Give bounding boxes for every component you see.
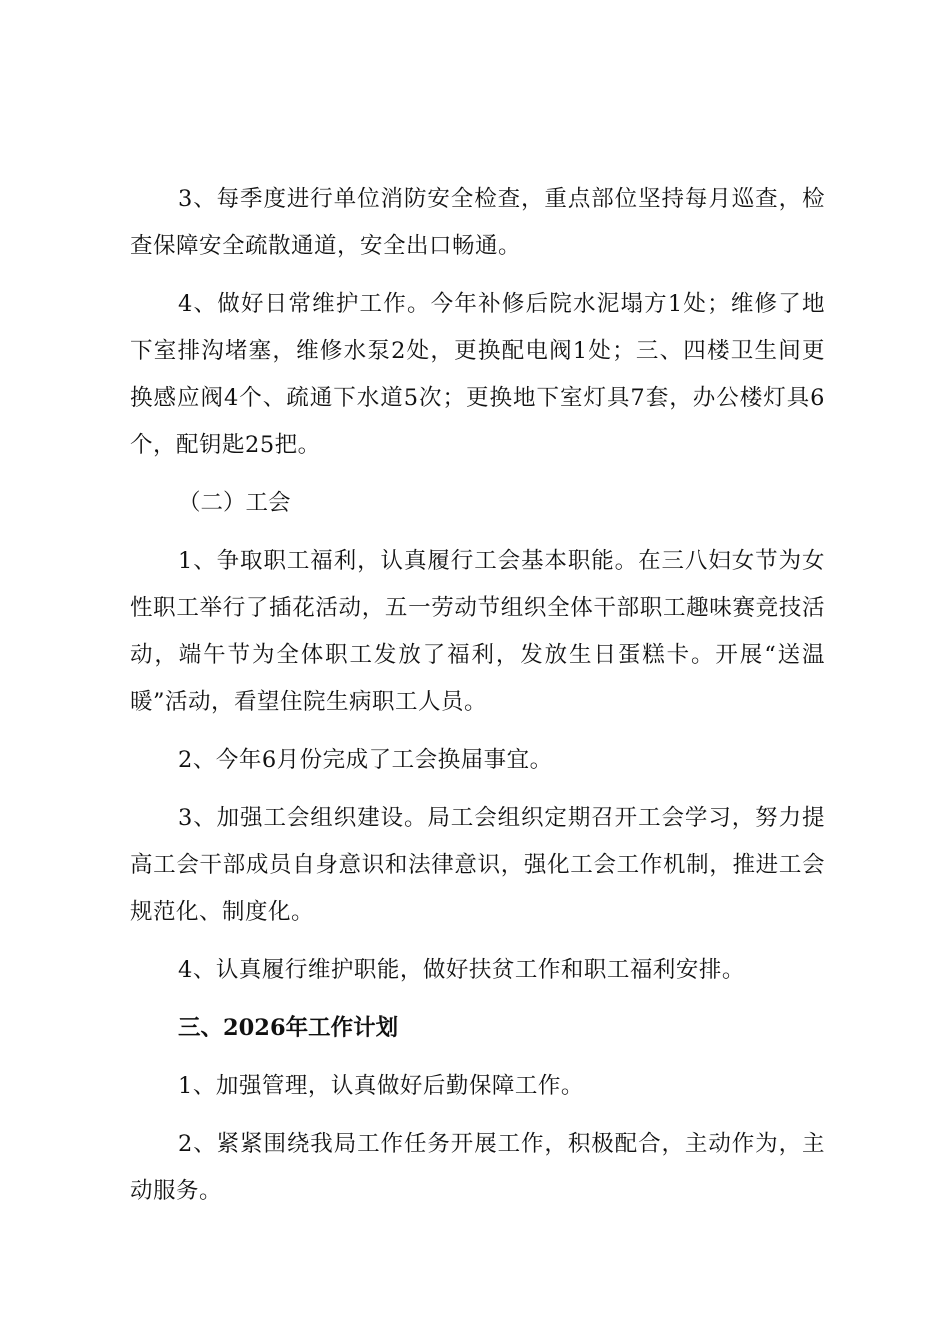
paragraph-maintenance: 4、做好日常维护工作。今年补修后院水泥塌方1处；维修了地下室排沟堵塞，维修水泵2处，更换配电阀1处；三、四楼卫生间更换感应阀4个、疏通下水道5次；更换地下室灯具7套，办公楼灯具6个，配钥匙25把。 bbox=[130, 291, 825, 458]
document-page bbox=[130, 176, 825, 1215]
paragraph-plan-service: 2、紧紧围绕我局工作任务开展工作，积极配合，主动作为，主动服务。 bbox=[130, 1131, 825, 1204]
section-heading-plan: 三、2026年工作计划 bbox=[178, 1015, 399, 1041]
paragraph-union-election: 2、今年6月份完成了工会换届事宜。 bbox=[178, 747, 553, 773]
paragraph-union-building: 3、加强工会组织建设。局工会组织定期召开工会学习，努力提高工会干部成员自身意识和法律意识，强化工会工作机制，推进工会规范化、制度化。 bbox=[130, 805, 825, 925]
paragraph-maintenance-duty: 4、认真履行维护职能，做好扶贫工作和职工福利安排。 bbox=[178, 957, 745, 983]
paragraph-fire-safety: 3、每季度进行单位消防安全检查，重点部位坚持每月巡查，检查保障安全疏散通道，安全出口畅通。 bbox=[130, 186, 825, 259]
paragraph-plan-management: 1、加强管理，认真做好后勤保障工作。 bbox=[178, 1073, 584, 1099]
sub-heading-union: （二）工会 bbox=[178, 490, 291, 516]
paragraph-welfare: 1、争取职工福利，认真履行工会基本职能。在三八妇女节为女性职工举行了插花活动，五一劳动节组织全体干部职工趣味赛竞技活动，端午节为全体职工发放了福利，发放生日蛋糕卡。开展“送温暖”活动，看望住院生病职工人员。 bbox=[130, 548, 825, 715]
